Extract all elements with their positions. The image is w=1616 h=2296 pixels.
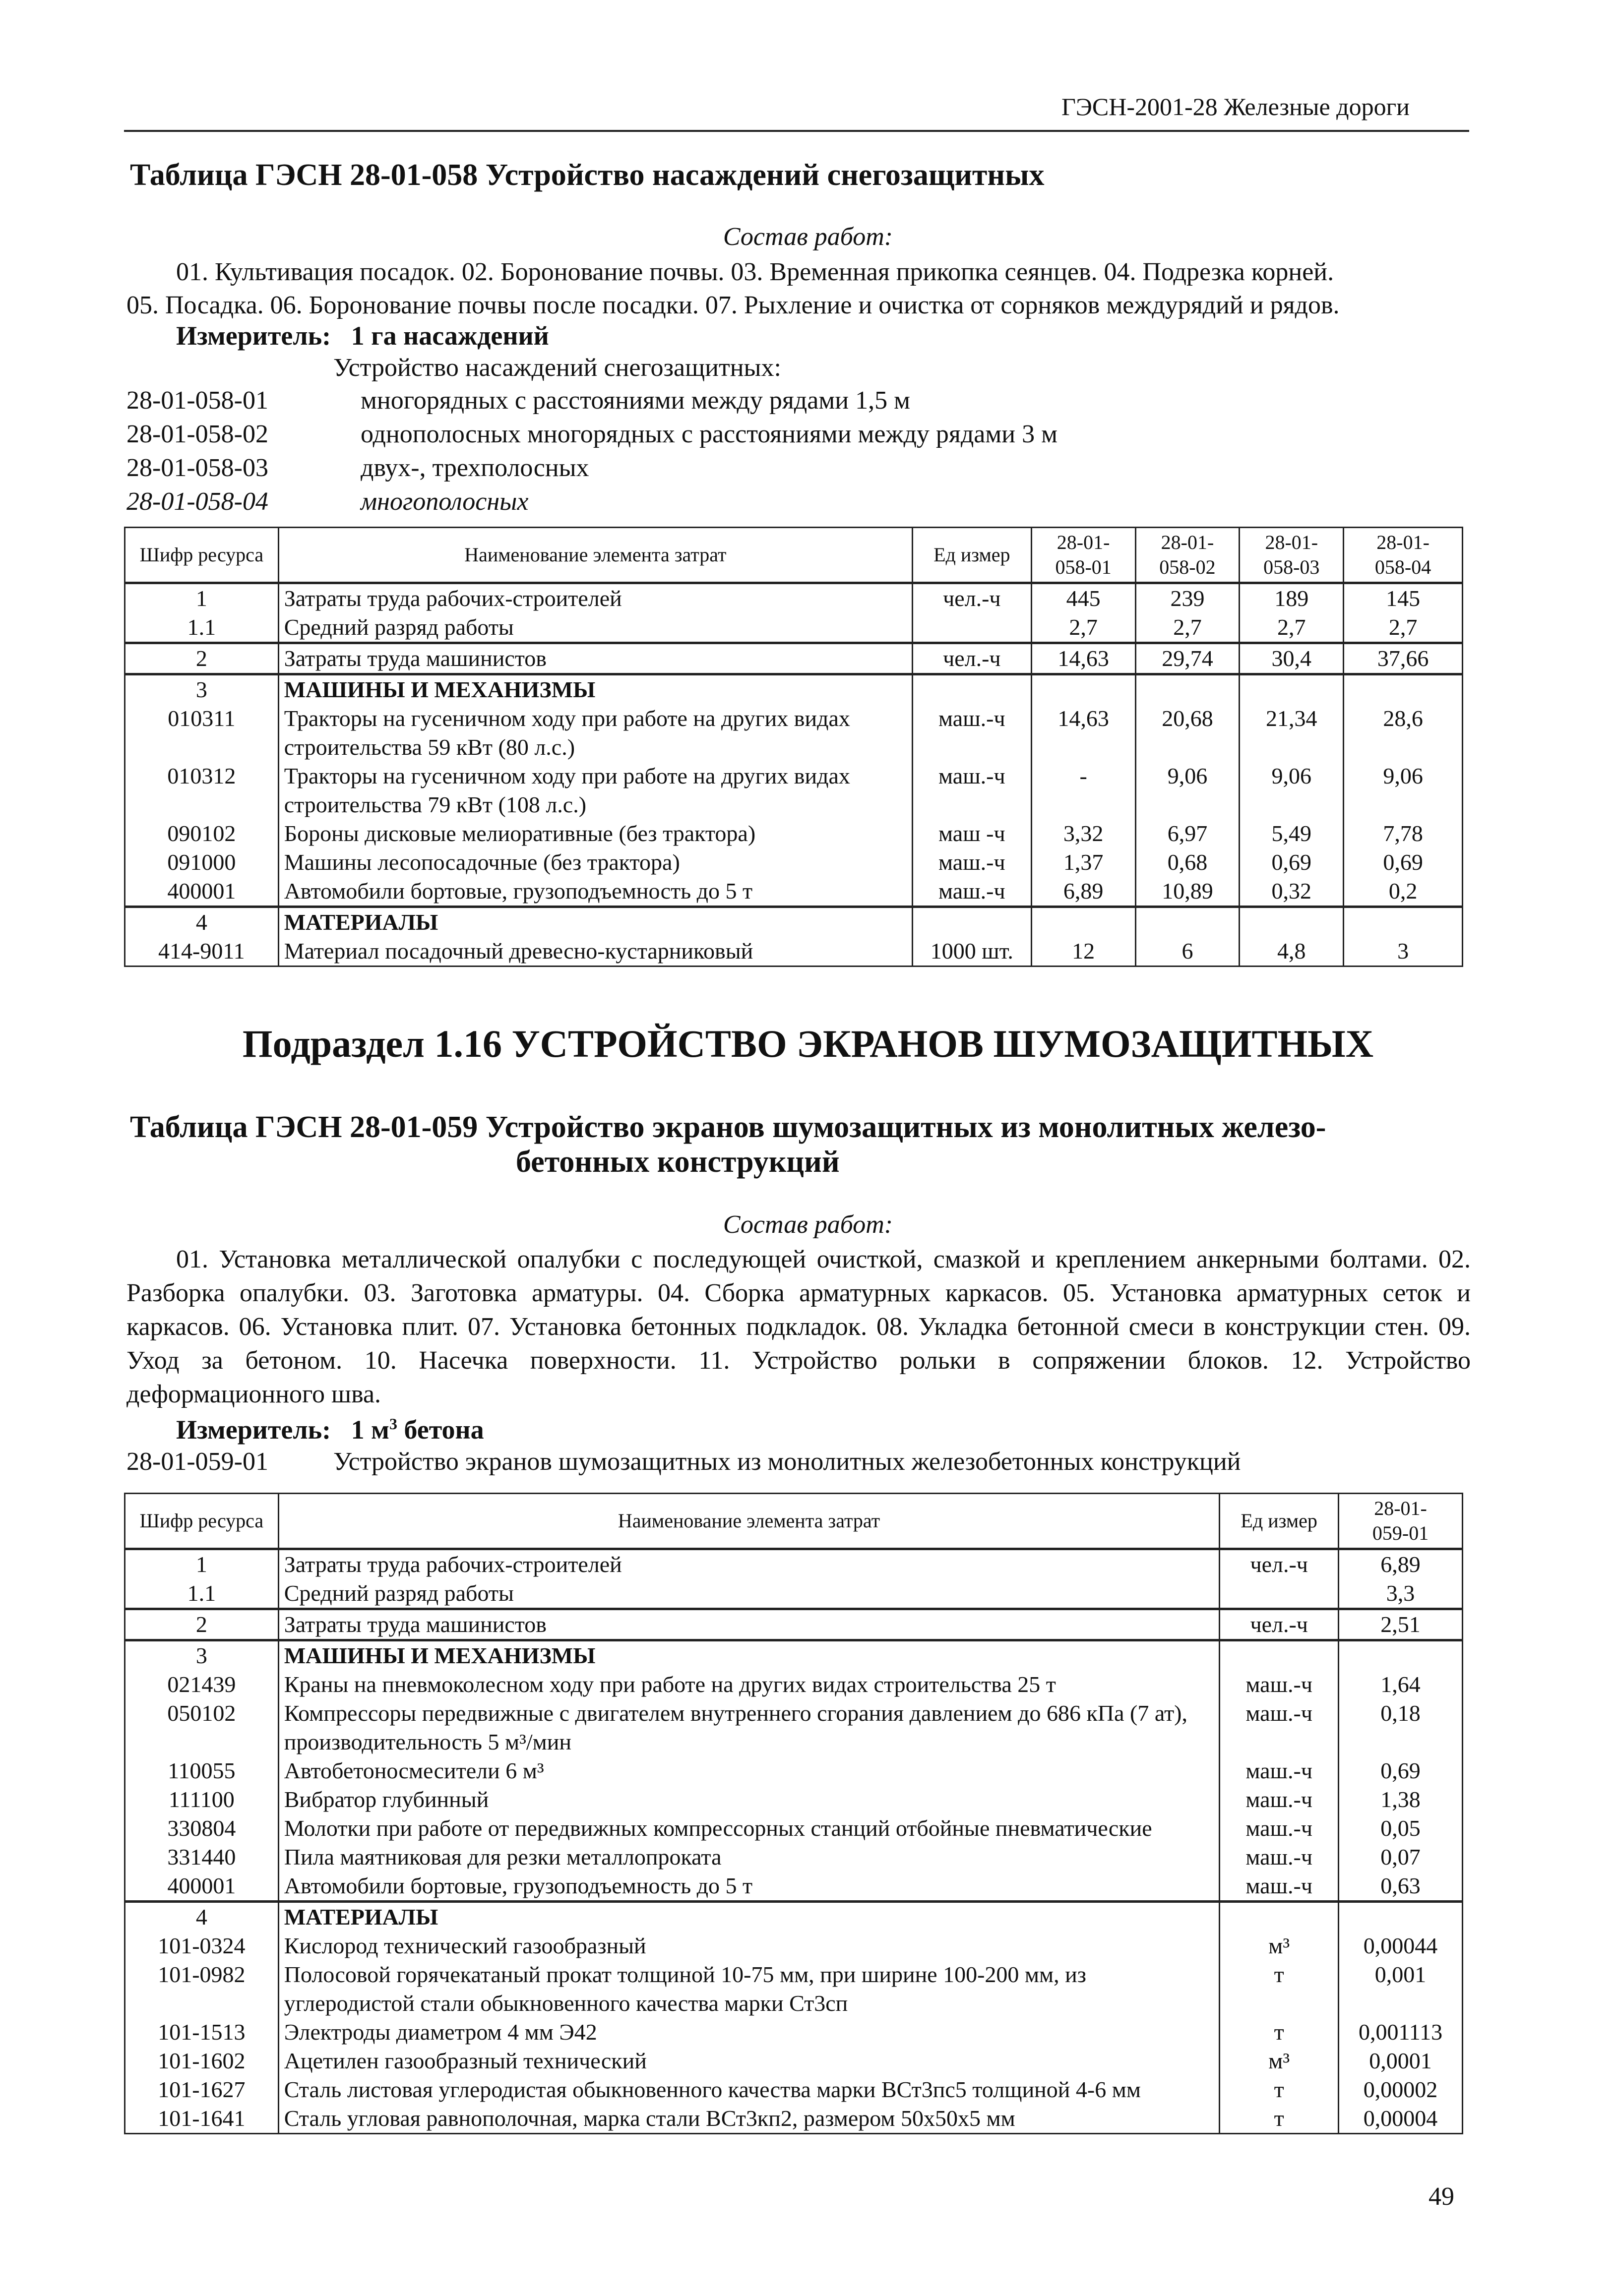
table-row xyxy=(125,1843,1463,1872)
resource-code: 101-1513 xyxy=(125,2018,279,2047)
table1-works-line1: 01. Культивация посадок. 02. Боронование почвы. 03. Временная прикопка сеянцев. 04. Подрезка корней. xyxy=(176,258,1334,286)
table-row xyxy=(125,643,1463,674)
resource-unit: т xyxy=(1220,1960,1339,2018)
resource-value: 2,51 xyxy=(1339,1609,1463,1640)
resource-code: 1 xyxy=(125,1549,279,1579)
table1-works-line2: 05. Посадка. 06. Боронование почвы после посадки. 07. Рыхление и очистка от сорняков междурядий и рядов. xyxy=(126,291,1340,319)
resource-code: 010311 xyxy=(125,704,279,762)
resource-name: Бороны дисковые мелиоративные (без трактора) xyxy=(278,819,912,848)
table-row xyxy=(125,1814,1463,1843)
resource-unit: маш.-ч xyxy=(1220,1670,1339,1699)
table-row xyxy=(125,762,1463,819)
resource-code: 3 xyxy=(125,1640,279,1671)
resource-unit xyxy=(912,907,1031,937)
resource-value xyxy=(1031,907,1135,937)
table2-variant-code: 28-01-059-01 xyxy=(126,1448,268,1476)
resource-name: МАТЕРИАЛЫ xyxy=(278,907,912,937)
col-header: Ед измер xyxy=(912,528,1031,583)
resource-value: 2,7 xyxy=(1135,613,1240,643)
resource-code: 101-0324 xyxy=(125,1932,279,1960)
resource-unit xyxy=(1220,1579,1339,1609)
subsection-title: Подраздел 1.16 УСТРОЙСТВО ЭКРАНОВ ШУМОЗАЩИТНЫХ xyxy=(242,1022,1374,1065)
resource-value: 21,34 xyxy=(1240,704,1344,762)
resource-value: 0,69 xyxy=(1240,848,1344,877)
table1-header-row xyxy=(125,528,1463,583)
table-row xyxy=(125,1902,1463,1932)
col-header: 28-01- 058-01 xyxy=(1031,528,1135,583)
resource-unit: маш.-ч xyxy=(912,848,1031,877)
table-row xyxy=(125,704,1463,762)
resource-code: 101-1627 xyxy=(125,2075,279,2104)
resource-value: 12 xyxy=(1031,937,1135,967)
resource-code: 331440 xyxy=(125,1843,279,1872)
resource-value: 9,06 xyxy=(1135,762,1240,819)
resource-value: 3,3 xyxy=(1339,1579,1463,1609)
table-row xyxy=(125,1756,1463,1785)
variant-code: 28-01-058-01 xyxy=(126,386,268,415)
resource-name: МАШИНЫ И МЕХАНИЗМЫ xyxy=(278,674,912,705)
resource-name: Тракторы на гусеничном ходу при работе на других видах строительства 79 кВт (108 л.с.) xyxy=(278,762,912,819)
resource-name: Пила маятниковая для резки металлопроката xyxy=(278,1843,1220,1872)
resource-code: 4 xyxy=(125,1902,279,1932)
page-number: 49 xyxy=(1429,2182,1454,2211)
resource-value: 5,49 xyxy=(1240,819,1344,848)
variant-code: 28-01-058-03 xyxy=(126,454,268,482)
table2-header-row xyxy=(125,1494,1463,1549)
resource-value: 0,05 xyxy=(1339,1814,1463,1843)
resource-value: 0,00044 xyxy=(1339,1932,1463,1960)
table-row xyxy=(125,2018,1463,2047)
resource-value: 0,69 xyxy=(1339,1756,1463,1785)
table1-works-label: Состав работ: xyxy=(723,223,893,251)
resource-value: 6,89 xyxy=(1031,877,1135,907)
resource-value: 0,001113 xyxy=(1339,2018,1463,2047)
resource-unit xyxy=(912,674,1031,705)
table2 xyxy=(124,1493,1463,2134)
resource-value xyxy=(1240,907,1344,937)
resource-value: 239 xyxy=(1135,583,1240,613)
resource-name: Средний разряд работы xyxy=(278,1579,1220,1609)
resource-unit: маш.-ч xyxy=(1220,1814,1339,1843)
resource-name: Молотки при работе от передвижных компрессорных станций отбойные пневматические xyxy=(278,1814,1220,1843)
resource-unit: т xyxy=(1220,2018,1339,2047)
resource-value: 145 xyxy=(1344,583,1463,613)
resource-unit xyxy=(912,613,1031,643)
resource-unit: чел.-ч xyxy=(912,643,1031,674)
variant-row xyxy=(126,487,1466,521)
resource-name: Тракторы на гусеничном ходу при работе на других видах строительства 59 кВт (80 л.с.) xyxy=(278,704,912,762)
resource-code: 101-1641 xyxy=(125,2104,279,2134)
resource-name: Полосовой горячекатаный прокат толщиной 10-75 мм, при ширине 100-200 мм, из углеродистой стали обыкновенного качества марки Ст3сп xyxy=(278,1960,1220,2018)
resource-value: 30,4 xyxy=(1240,643,1344,674)
resource-unit: чел.-ч xyxy=(1220,1609,1339,1640)
resource-value: 14,63 xyxy=(1031,704,1135,762)
resource-unit: м³ xyxy=(1220,1932,1339,1960)
table-row xyxy=(125,674,1463,705)
resource-value: 445 xyxy=(1031,583,1135,613)
table2-measure: Измеритель: 1 $м^3$ бетона xyxy=(176,1415,484,1445)
table-row xyxy=(125,1640,1463,1671)
table2-title-line2: бетонных конструкций xyxy=(516,1145,840,1179)
resource-name: МАШИНЫ И МЕХАНИЗМЫ xyxy=(278,1640,1220,1671)
table2-works-text: 01. Установка металлической опалубки с последующей очисткой, смазкой и креплением анкерными болтами. 02. Разборка опалубки. 03. Заготовка арматуры. 04. Сборка арматурных каркасов. 05. Установка арматурных сеток и каркасов. 06. Установка плит. 07. Установка бетонных подкладок. 08. Укладка бетонной смеси в конструкции стен. 09. Уход за бетоном. 10. Насечка поверхности. 11. Устройство рольки в сопряжении блоков. 12. Устройство деформационного шва. xyxy=(126,1245,1471,1408)
header-rule xyxy=(124,130,1469,132)
resource-code: 090102 xyxy=(125,819,279,848)
resource-unit xyxy=(1220,1640,1339,1671)
resource-value: 1,37 xyxy=(1031,848,1135,877)
resource-value: 7,78 xyxy=(1344,819,1463,848)
resource-value: 28,6 xyxy=(1344,704,1463,762)
resource-value xyxy=(1344,907,1463,937)
resource-name: Материал посадочный древесно-кустарниковый xyxy=(278,937,912,967)
resource-value: 6,89 xyxy=(1339,1549,1463,1579)
table1-body xyxy=(125,583,1463,967)
resource-value: 37,66 xyxy=(1344,643,1463,674)
resource-name: Затраты труда машинистов xyxy=(278,643,912,674)
resource-value: 1,38 xyxy=(1339,1785,1463,1814)
variant-text: многополосных xyxy=(361,487,529,516)
resource-value: 0,18 xyxy=(1339,1699,1463,1756)
col-header: Шифр ресурса xyxy=(125,528,279,583)
resource-unit: маш.-ч xyxy=(912,704,1031,762)
resource-code: 111100 xyxy=(125,1785,279,1814)
resource-value: 0,0001 xyxy=(1339,2047,1463,2075)
resource-code: 400001 xyxy=(125,877,279,907)
resource-name: Компрессоры передвижные с двигателем внутреннего сгорания давлением до 686 кПа (7 ат), производительность 5 м³/мин xyxy=(278,1699,1220,1756)
resource-value: 2,7 xyxy=(1031,613,1135,643)
table2-title-line1: Таблица ГЭСН 28-01-059 Устройство экранов шумозащитных из монолитных железо- xyxy=(130,1110,1326,1144)
col-header: Шифр ресурса xyxy=(125,1494,279,1549)
table1-variants xyxy=(126,386,1466,521)
resource-value: 0,00004 xyxy=(1339,2104,1463,2134)
resource-value: 3 xyxy=(1344,937,1463,967)
resource-unit xyxy=(1220,1902,1339,1932)
table-row xyxy=(125,907,1463,937)
resource-value: 0,07 xyxy=(1339,1843,1463,1872)
variant-row xyxy=(126,386,1466,420)
resource-value: 29,74 xyxy=(1135,643,1240,674)
variant-text: однополосных многорядных с расстояниями между рядами 3 м xyxy=(361,420,1057,448)
resource-unit: чел.-ч xyxy=(1220,1549,1339,1579)
resource-value: 0,68 xyxy=(1135,848,1240,877)
resource-name: Сталь угловая равнополочная, марка стали ВСт3кп2, размером 50х50х5 мм xyxy=(278,2104,1220,2134)
col-header: Наименование элемента затрат xyxy=(278,1494,1220,1549)
resource-value: 6,97 xyxy=(1135,819,1240,848)
resource-value: - xyxy=(1031,762,1135,819)
resource-value: 9,06 xyxy=(1240,762,1344,819)
resource-name: Затраты труда рабочих-строителей xyxy=(278,583,912,613)
resource-name: Автомобили бортовые, грузоподъемность до 5 т xyxy=(278,877,912,907)
variant-text: двух-, трехполосных xyxy=(361,454,589,482)
resource-code: 400001 xyxy=(125,1872,279,1902)
resource-code: 330804 xyxy=(125,1814,279,1843)
resource-name: Краны на пневмоколесном ходу при работе на других видах строительства 25 т xyxy=(278,1670,1220,1699)
col-header: 28-01- 058-03 xyxy=(1240,528,1344,583)
table-row xyxy=(125,1785,1463,1814)
resource-value xyxy=(1344,674,1463,705)
resource-code: 101-0982 xyxy=(125,1960,279,2018)
resource-value: 0,69 xyxy=(1344,848,1463,877)
resource-value: 189 xyxy=(1240,583,1344,613)
table1 xyxy=(124,527,1463,967)
resource-unit: чел.-ч xyxy=(912,583,1031,613)
resource-value: 0,001 xyxy=(1339,1960,1463,2018)
resource-value: 0,63 xyxy=(1339,1872,1463,1902)
resource-code: 414-9011 xyxy=(125,937,279,967)
resource-name: Сталь листовая углеродистая обыкновенного качества марки ВСт3пс5 толщиной 4-6 мм xyxy=(278,2075,1220,2104)
resource-value xyxy=(1240,674,1344,705)
table1-title: Таблица ГЭСН 28-01-058 Устройство насаждений снегозащитных xyxy=(130,158,1045,192)
resource-name: Автобетоносмесители 6 м³ xyxy=(278,1756,1220,1785)
col-header: 28-01- 059-01 xyxy=(1339,1494,1463,1549)
table-row xyxy=(125,937,1463,967)
resource-unit: маш.-ч xyxy=(912,877,1031,907)
resource-value: 2,7 xyxy=(1240,613,1344,643)
table-row xyxy=(125,1670,1463,1699)
resource-value: 3,32 xyxy=(1031,819,1135,848)
table-row xyxy=(125,2104,1463,2134)
resource-unit: маш -ч xyxy=(912,819,1031,848)
resource-value: 14,63 xyxy=(1031,643,1135,674)
resource-value: 0,00002 xyxy=(1339,2075,1463,2104)
resource-name: Средний разряд работы xyxy=(278,613,912,643)
resource-unit: маш.-ч xyxy=(1220,1756,1339,1785)
resource-code: 1 xyxy=(125,583,279,613)
table-row xyxy=(125,1960,1463,2018)
resource-value xyxy=(1339,1640,1463,1671)
resource-code: 1.1 xyxy=(125,613,279,643)
variant-text: многорядных с расстояниями между рядами 1,5 м xyxy=(361,386,910,415)
resource-unit: т xyxy=(1220,2075,1339,2104)
table2-variant-text: Устройство экранов шумозащитных из монолитных железобетонных конструкций xyxy=(333,1448,1241,1476)
table-row xyxy=(125,2047,1463,2075)
variant-row xyxy=(126,453,1466,487)
resource-value xyxy=(1031,674,1135,705)
resource-value: 6 xyxy=(1135,937,1240,967)
resource-unit: маш.-ч xyxy=(912,762,1031,819)
resource-code: 050102 xyxy=(125,1699,279,1756)
table-row xyxy=(125,877,1463,907)
resource-name: Кислород технический газообразный xyxy=(278,1932,1220,1960)
table-row xyxy=(125,1609,1463,1640)
table-row xyxy=(125,1932,1463,1960)
table-row xyxy=(125,1579,1463,1609)
resource-code: 1.1 xyxy=(125,1579,279,1609)
col-header: Наименование элемента затрат xyxy=(278,528,912,583)
resource-code: 3 xyxy=(125,674,279,705)
resource-code: 2 xyxy=(125,1609,279,1640)
resource-name: МАТЕРИАЛЫ xyxy=(278,1902,1220,1932)
variant-code: 28-01-058-02 xyxy=(126,420,268,448)
resource-code: 4 xyxy=(125,907,279,937)
resource-name: Затраты труда рабочих-строителей xyxy=(278,1549,1220,1579)
table-row xyxy=(125,848,1463,877)
table-row xyxy=(125,1872,1463,1902)
resource-code: 091000 xyxy=(125,848,279,877)
resource-code: 021439 xyxy=(125,1670,279,1699)
variant-row xyxy=(126,420,1466,453)
resource-name: Автомобили бортовые, грузоподъемность до 5 т xyxy=(278,1872,1220,1902)
resource-value xyxy=(1135,674,1240,705)
resource-name: Машины лесопосадочные (без трактора) xyxy=(278,848,912,877)
resource-name: Ацетилен газообразный технический xyxy=(278,2047,1220,2075)
resource-name: Затраты труда машинистов xyxy=(278,1609,1220,1640)
resource-code: 110055 xyxy=(125,1756,279,1785)
table-row xyxy=(125,819,1463,848)
col-header: 28-01- 058-02 xyxy=(1135,528,1240,583)
resource-unit: т xyxy=(1220,2104,1339,2134)
resource-unit: м³ xyxy=(1220,2047,1339,2075)
resource-value xyxy=(1135,907,1240,937)
resource-value: 9,06 xyxy=(1344,762,1463,819)
resource-value: 20,68 xyxy=(1135,704,1240,762)
table-row xyxy=(125,613,1463,643)
resource-unit: маш.-ч xyxy=(1220,1699,1339,1756)
table-row xyxy=(125,583,1463,613)
resource-name: Электроды диаметром 4 мм Э42 xyxy=(278,2018,1220,2047)
running-header: ГЭСН-2001-28 Железные дороги xyxy=(1061,93,1410,121)
table-row xyxy=(125,1549,1463,1579)
resource-value: 1,64 xyxy=(1339,1670,1463,1699)
resource-unit: 1000 шт. xyxy=(912,937,1031,967)
resource-code: 101-1602 xyxy=(125,2047,279,2075)
table2-works-label: Состав работ: xyxy=(723,1210,893,1239)
resource-value xyxy=(1339,1902,1463,1932)
resource-code: 010312 xyxy=(125,762,279,819)
table-row xyxy=(125,2075,1463,2104)
resource-value: 0,32 xyxy=(1240,877,1344,907)
resource-unit: маш.-ч xyxy=(1220,1785,1339,1814)
resource-code: 2 xyxy=(125,643,279,674)
col-header: Ед измер xyxy=(1220,1494,1339,1549)
table-row xyxy=(125,1699,1463,1756)
resource-unit: маш.-ч xyxy=(1220,1872,1339,1902)
resource-value: 0,2 xyxy=(1344,877,1463,907)
variant-code: 28-01-058-04 xyxy=(126,487,268,516)
resource-value: 2,7 xyxy=(1344,613,1463,643)
resource-value: 10,89 xyxy=(1135,877,1240,907)
resource-name: Вибратор глубинный xyxy=(278,1785,1220,1814)
table1-measure: Измеритель: 1 га насаждений xyxy=(176,321,549,351)
resource-unit: маш.-ч xyxy=(1220,1843,1339,1872)
resource-value: 4,8 xyxy=(1240,937,1344,967)
table2-body xyxy=(125,1549,1463,2134)
table1-variants-header: Устройство насаждений снегозащитных: xyxy=(333,354,781,382)
col-header: 28-01- 058-04 xyxy=(1344,528,1463,583)
